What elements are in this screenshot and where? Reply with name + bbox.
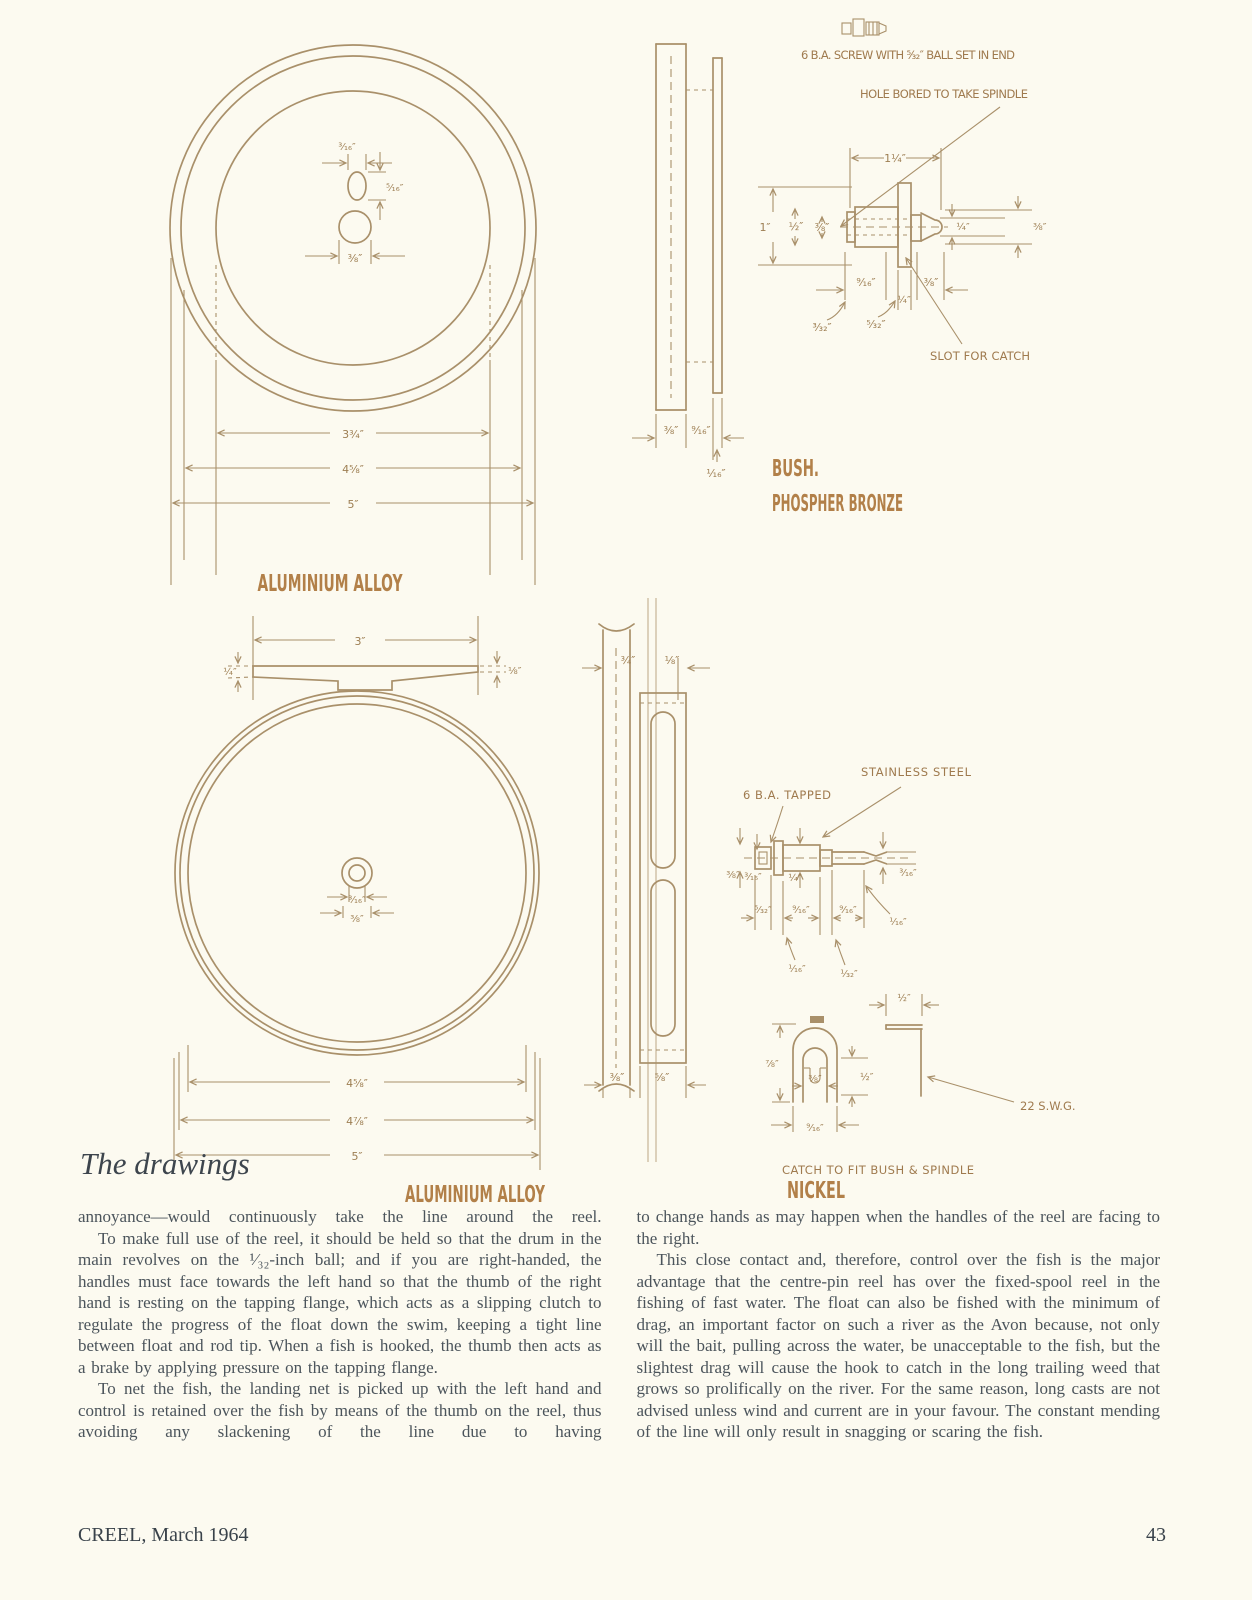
dim-label: 1″ (759, 221, 771, 234)
dim-label: 3¾″ (342, 428, 364, 441)
dim-label: ⁹⁄₁₆″ (856, 276, 876, 289)
dim-label: 4⅝″ (342, 463, 364, 476)
dim-label: ¹⁄₁₆″ (788, 964, 806, 975)
drawing-drum-section (582, 598, 710, 1162)
dim-label: ⅜″ (808, 1074, 822, 1085)
dim-label: ½″ (860, 1072, 874, 1083)
material-label: ALUMINIUM ALLOY (257, 571, 403, 597)
article-column-left (78, 1206, 602, 1443)
drawing-drum-front (170, 45, 536, 597)
dim-label: ⅞″ (765, 1059, 779, 1070)
dim-label: 1¼″ (884, 152, 906, 165)
dim-label: ⅛″ (508, 666, 522, 677)
dim-label: ½″ (788, 220, 804, 233)
screw-illustration (842, 19, 886, 36)
dim-label: ¼″ (223, 667, 237, 678)
drawing-catch (765, 992, 1075, 1204)
dim-label: ³⁄₃₂″ (812, 321, 832, 334)
dim-label: ⅝″ (654, 1071, 670, 1084)
catch-caption: CATCH TO FIT BUSH & SPINDLE (782, 1163, 974, 1177)
material-label: NICKEL (787, 1178, 846, 1204)
dim-label: 3″ (354, 635, 366, 648)
dim-label: ⅜″ (1033, 222, 1047, 233)
dim-label: ⅜″ (726, 870, 740, 881)
section-heading: The drawings (80, 1146, 250, 1181)
drawing-bush-side (632, 19, 1047, 517)
part-title: BUSH. (772, 456, 819, 482)
screw-note: 6 B.A. SCREW WITH ⁵⁄₃₂″ BALL SET IN END (801, 48, 1015, 62)
stainless-note: STAINLESS STEEL (861, 765, 971, 779)
paragraph: To net the fish, the landing net is picked up with the left hand and control is retained over the fish by means of the thumb on the reel, thus avoiding any slackening of the line due to having (78, 1379, 602, 1441)
dim-label: ⁵⁄₃₂″ (754, 905, 772, 916)
dim-label: ⅜″ (347, 252, 363, 265)
paragraph: This close contact and, therefore, control over the fish is the major advantage that the centre-pin reel has over the fixed-spool reel in the fishing of fast water. The float can also be fished with the minimum of drag, an important factor on such a river as the Avon because, not only will the bait, pulling across the water, be unacceptable to the fish, but the slightest drag will cause the hook to catch in the long trailing weed that grows so prolifically on the river. For the same reason, long casts are not advised unless wind and current are in your favour. The constant mending of the line will only result in snagging or scaring the fish. (636, 1250, 1160, 1441)
dim-label: 4⅝″ (346, 1077, 368, 1090)
drawing-backplate (174, 616, 545, 1205)
dim-label: 5″ (347, 498, 359, 511)
article-text (78, 1206, 1160, 1443)
drawing-spindle (726, 765, 971, 980)
dim-label: ¹⁄₁₆″ (889, 917, 907, 928)
dim-label: ⁵⁄₃₂″ (866, 318, 886, 331)
dim-label: ⁹⁄₁₆″ (839, 905, 857, 916)
hole-note: HOLE BORED TO TAKE SPINDLE (860, 87, 1028, 101)
dim-label: ⁹⁄₁₆″ (806, 1123, 824, 1134)
dim-label: ⅛″ (664, 654, 680, 667)
dim-label: ³⁄₁₆″ (338, 142, 356, 153)
dim-label: ⅜″ (609, 1071, 625, 1084)
journal-issue: CREEL, March 1964 (78, 1524, 249, 1546)
catch-tab (810, 1016, 824, 1023)
slot-note: SLOT FOR CATCH (930, 349, 1030, 363)
article-column-right (637, 1206, 1161, 1443)
dim-label: ³⁄₁₆″ (899, 868, 917, 879)
dim-label: ⁵⁄₁₆″ (386, 183, 404, 194)
tapped-note: 6 B.A. TAPPED (743, 788, 831, 802)
wire-note: 22 S.W.G. (1020, 1099, 1076, 1113)
dim-label: ¹⁄₁₆″ (706, 467, 726, 480)
dim-label: ³⁄₁₆″ (348, 895, 366, 906)
material-label: ALUMINIUM ALLOY (405, 1182, 546, 1205)
dim-label: 5″ (351, 1150, 363, 1163)
dim-label: ³⁄₁₆″ (744, 872, 762, 883)
dim-label: ¼″ (956, 222, 970, 233)
material-label: PHOSPHER BRONZE (772, 491, 903, 517)
dim-label: ¼″ (897, 295, 911, 306)
dim-label: ½″ (897, 993, 911, 1004)
dim-label: ⅜″ (923, 276, 939, 289)
dim-label: ¹⁄₃₂″ (840, 969, 858, 980)
dim-label: ⅜″ (663, 424, 679, 437)
dim-label: 4⅞″ (346, 1115, 368, 1128)
paragraph: annoyance—would continuously take the line around the reel. (78, 1207, 602, 1226)
dim-label: ¼″ (788, 873, 802, 884)
dim-label: ⁹⁄₁₆″ (792, 905, 810, 916)
dim-label: ⅜″ (350, 914, 364, 925)
dim-label: ⁹⁄₁₆″ (691, 424, 711, 437)
paragraph: To make full use of the reel, it should be held so that the drum in the main revolves on the ¹⁄₃₂-inch ball; and if you are right-handed, the handles must face towards the left hand so that the thumb of the right hand is resting on the tapping flange, which acts as a slipping clutch to regulate the progress of the float down the swim, keeping a tight line between float and rod tip. When a fish is hooked, the thumb then acts as a brake by applying pressure on the tapping flange. (78, 1228, 602, 1377)
paragraph: to change hands as may happen when the handles of the reel are facing to the right. (636, 1207, 1160, 1248)
page-footer (78, 1524, 1166, 1547)
dim-label: ⅜″ (814, 221, 830, 234)
page-number: 43 (1146, 1524, 1166, 1546)
dim-label: ¾″ (620, 654, 636, 667)
